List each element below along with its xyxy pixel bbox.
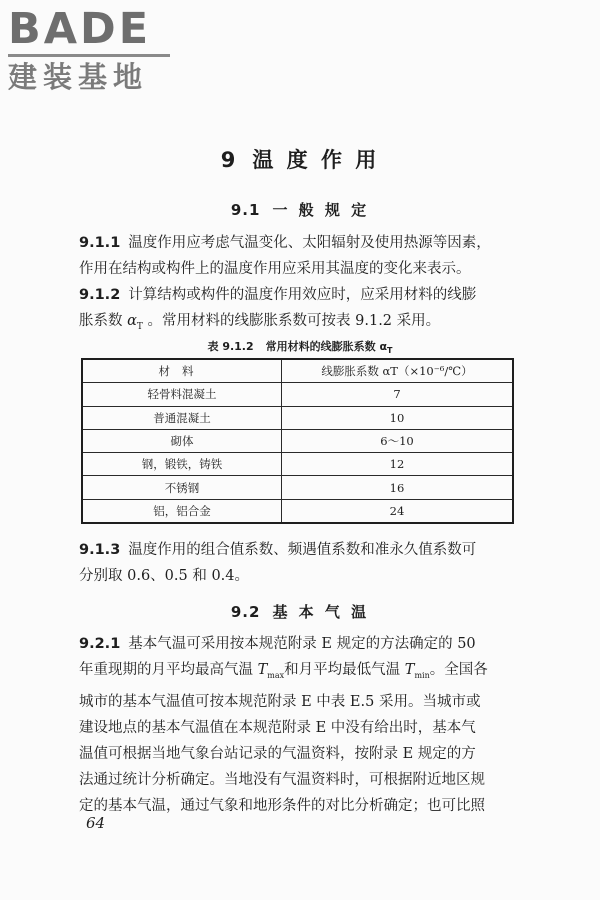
clause-text-segment: 胀系数 <box>79 313 128 329</box>
header-coefficient: 线膨胀系数 αT（×10⁻⁶/℃） <box>282 359 514 383</box>
value-cell: 6～10 <box>282 429 514 452</box>
table-caption <box>0 338 600 355</box>
logo-wordmark: BADE <box>8 4 152 54</box>
clause-text-segment: 。全国各 <box>429 662 488 678</box>
section-heading-9-1 <box>0 199 600 220</box>
clause-text-line: 建设地点的基本气温值在本规范附录 E 中没有给出时，基本气 <box>79 719 476 736</box>
watermark-logo <box>8 6 178 93</box>
logo-subtitle: 建装基地 <box>8 60 149 94</box>
tmin-symbol: T <box>404 662 415 678</box>
clause-text-line: 法通过统计分析确定。当地没有气温资料时，可根据附近地区规 <box>79 771 485 788</box>
table-row <box>82 406 513 429</box>
alpha-symbol: α <box>127 313 137 329</box>
material-cell: 铝，铝合金 <box>82 499 282 523</box>
section-number: 9.2 <box>230 603 261 621</box>
material-cell: 钢，锻铁，铸铁 <box>82 453 282 476</box>
clause-text-line: 温度作用应考虑气温变化、太阳辐射及使用热源等因素， <box>128 235 491 251</box>
material-cell: 不锈钢 <box>82 476 282 499</box>
table-title-subscript: T <box>387 346 393 356</box>
tmax-subscript: max <box>267 670 285 680</box>
clause-text-segment: 年重现期的月平均最高气温 <box>79 662 258 678</box>
material-cell: 砌体 <box>82 429 282 452</box>
table-number: 表 9.1.2 <box>207 340 254 353</box>
clause-id: 9.2.1 <box>79 636 121 652</box>
header-material: 材料 <box>82 359 282 383</box>
clause-9-1-3 <box>79 537 527 589</box>
clause-text-line: 分别取 0.6、0.5 和 0.4。 <box>79 568 250 584</box>
clause-id: 9.1.2 <box>79 287 121 303</box>
clause-9-1-2 <box>79 282 527 340</box>
value-cell: 16 <box>282 476 514 499</box>
clause-text-line: 定的基本气温，通过气象和地形条件的对比分析确定；也可比照 <box>79 797 485 814</box>
clause-text-segment: 和月平均最低气温 <box>284 662 405 678</box>
table-row <box>82 499 513 523</box>
table-row <box>82 429 513 452</box>
material-cell: 轻骨料混凝土 <box>82 383 282 406</box>
page-number: 64 <box>86 814 106 832</box>
section-heading-9-2 <box>0 601 600 622</box>
chapter-title: 温 度 作 用 <box>252 148 380 172</box>
table-row <box>82 476 513 499</box>
clause-9-2-1 <box>79 631 527 819</box>
clause-text-line: 计算结构或构件的温度作用效应时，应采用材料的线膨 <box>128 287 477 303</box>
value-cell: 7 <box>282 383 514 406</box>
clause-id: 9.1.3 <box>79 542 121 558</box>
clause-text-line: 温值可根据当地气象台站记录的气温资料，按附录 E 规定的方 <box>79 745 476 762</box>
clause-text-segment: 。常用材料的线膨胀系数可按表 9.1.2 采用。 <box>142 313 441 329</box>
clause-9-1-1 <box>79 230 527 282</box>
section-title: 基 本 气 温 <box>272 603 370 621</box>
chapter-number: 9 <box>220 148 239 172</box>
section-number: 9.1 <box>230 201 261 219</box>
clause-id: 9.1.1 <box>79 235 121 251</box>
tmin-subscript: min <box>414 670 430 680</box>
clause-text-line: 温度作用的组合值系数、频遇值系数和准永久值系数可 <box>128 542 477 558</box>
logo-divider <box>8 54 170 57</box>
value-cell: 24 <box>282 499 514 523</box>
table-title: 常用材料的线膨胀系数 α <box>265 340 388 353</box>
clause-text-line: 作用在结构或构件上的温度作用应采用其温度的变化来表示。 <box>79 261 471 277</box>
section-title: 一 般 规 定 <box>272 201 370 219</box>
table-row <box>82 383 513 406</box>
value-cell: 12 <box>282 453 514 476</box>
tmax-symbol: T <box>257 662 268 678</box>
value-cell: 10 <box>282 406 514 429</box>
alpha-subscript: T <box>136 321 143 332</box>
table-header-row <box>82 359 513 383</box>
material-cell: 普通混凝土 <box>82 406 282 429</box>
expansion-coefficient-table <box>81 358 514 524</box>
table-row <box>82 453 513 476</box>
chapter-heading <box>0 144 600 174</box>
clause-text-line: 基本气温可采用按本规范附录 E 规定的方法确定的 50 <box>128 636 476 652</box>
clause-text-line: 城市的基本气温值可按本规范附录 E 中表 E.5 采用。当城市或 <box>79 693 481 710</box>
